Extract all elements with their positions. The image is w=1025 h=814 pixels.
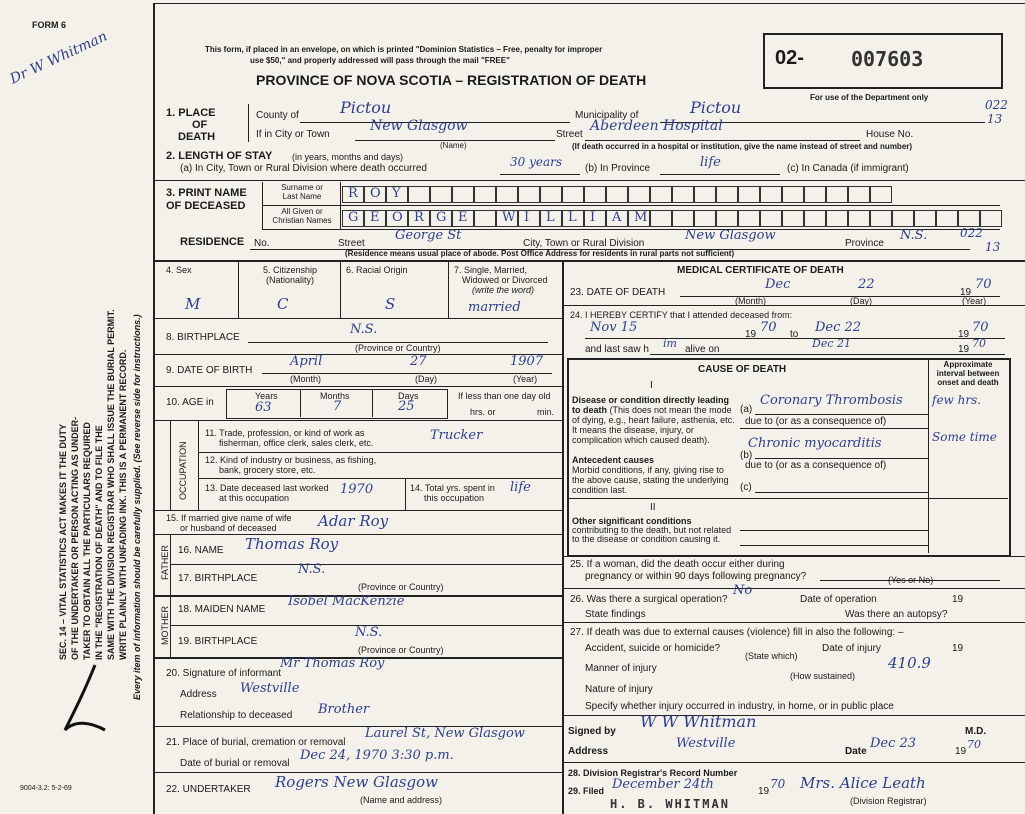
name-letter-cell: [760, 186, 782, 203]
age-years-label: Years: [255, 391, 278, 401]
name-letter-cell: [562, 210, 584, 227]
name-letter-cell: [716, 186, 738, 203]
mother-birthplace-value: N.S.: [355, 625, 383, 640]
mother-maiden-label: 18. MAIDEN NAME: [178, 604, 266, 615]
name-letter-cell: [540, 186, 562, 203]
page-title: PROVINCE OF NOVA SCOTIA – REGISTRATION OF DEATH: [256, 72, 647, 88]
municipality-value: Pictou: [690, 98, 742, 117]
dept-code-1: 022: [985, 98, 1008, 112]
birthplace-label: 8. BIRTHPLACE: [166, 332, 240, 343]
sex-value: M: [185, 295, 201, 313]
top-border: [153, 3, 1025, 4]
name-letter-cell: [782, 210, 804, 227]
attended-to-yr: 70: [972, 320, 989, 335]
dob-day: 27: [410, 354, 427, 369]
dept-code-4: 13: [985, 240, 1001, 254]
father-name-label: 16. NAME: [178, 545, 224, 556]
city-value: New Glasgow: [370, 118, 468, 134]
name-letter-cell: [342, 210, 364, 227]
name-letter-cell: [694, 210, 716, 227]
header-note-2: use $50," and properly addressed will pass through the mail "FREE": [250, 56, 510, 65]
father-label: FATHER: [160, 545, 170, 580]
operation-value: No: [733, 583, 753, 598]
mother-birthplace-label: 19. BIRTHPLACE: [178, 636, 258, 647]
alive-on-label: alive on: [685, 344, 720, 355]
name-letter-cell: [848, 210, 870, 227]
signed-yr: 70: [967, 738, 981, 751]
name-letter-cell: [474, 186, 496, 203]
residence-city-label: City, Town or Rural Division: [523, 238, 645, 249]
marital-value: married: [468, 300, 521, 315]
residence-street-label: Street: [338, 238, 365, 249]
attended-to-yr-prefix: 19: [958, 329, 970, 340]
name-letter-cell: [848, 186, 870, 203]
death-month-caption: (Month): [735, 296, 767, 306]
name-letter: Y: [392, 186, 401, 201]
racial-origin-value: S: [385, 295, 396, 313]
name-letter-cell: [826, 186, 848, 203]
surname-label: Surname or Last Name: [281, 183, 323, 201]
age-months-label: Months: [320, 391, 350, 401]
name-letter-cell: [958, 210, 980, 227]
residence-prov: N.S.: [900, 228, 928, 243]
place-of-death-label: 1. PLACE OF DEATH: [166, 107, 216, 143]
external-causes-label: 27. If death was due to external causes (violence) fill in also the following: –: [570, 627, 904, 638]
informant-address-label: Address: [180, 689, 217, 700]
age-hrs-label: hrs. or: [470, 407, 496, 417]
death-day-caption: (Day): [850, 296, 872, 306]
name-letter-cell: [386, 210, 408, 227]
name-letter: O: [370, 186, 381, 201]
specify-label: Specify whether injury occurred in industry, in home, or in public place: [585, 701, 894, 712]
residence-city: New Glasgow: [685, 228, 776, 243]
attended-to: Dec 22: [815, 320, 862, 335]
death-year-prefix: 19: [960, 287, 972, 298]
name-letter: R: [348, 186, 358, 201]
last-worked-label: 13. Date deceased last worked at this occupation: [205, 483, 329, 503]
undertaker-value: Rogers New Glasgow: [275, 773, 438, 791]
last-saw-label: and last saw h: [585, 344, 649, 355]
stay-a-value: 30 years: [510, 155, 563, 169]
stay-b-value: life: [700, 155, 721, 170]
name-letter-cell: [914, 210, 936, 227]
name-letter: G: [348, 210, 359, 225]
alive-yr-prefix: 19: [958, 344, 970, 355]
burial-label: 21. Place of burial, cremation or removal: [166, 737, 346, 748]
name-letter-cell: [584, 186, 606, 203]
name-letter-cell: [562, 186, 584, 203]
death-day: 22: [858, 277, 875, 292]
total-years-label: 14. Total yrs. spent in this occupation: [410, 483, 495, 503]
registration-prefix: 02-: [775, 47, 804, 69]
age-days-label: Days: [398, 391, 419, 401]
cause-a-interval: few hrs.: [932, 393, 982, 407]
alive-yr: 70: [972, 337, 986, 350]
dept-code-2: 13: [987, 112, 1003, 126]
spouse-label: 15. If married give name of wife or husband of deceased: [166, 513, 292, 533]
cause-b-interval: Some time: [932, 430, 997, 444]
citizenship-label: 5. Citizenship (Nationality): [262, 265, 318, 285]
length-of-stay-label: 2. LENGTH OF STAY: [166, 150, 273, 162]
form-label: FORM 6: [32, 20, 67, 30]
residence-label: RESIDENCE: [180, 236, 245, 248]
birthplace-caption: (Province or Country): [355, 343, 441, 353]
father-name-value: Thomas Roy: [245, 535, 339, 553]
name-letter-cell: [408, 186, 430, 203]
name-letter-cell: [782, 186, 804, 203]
form-number: 9004-3.2: 5-2-69: [20, 785, 72, 792]
birthplace-value: N.S.: [350, 322, 378, 337]
informant-address: Westville: [240, 681, 300, 696]
registrar-stamp: H. B. WHITMAN: [610, 797, 730, 811]
nature-label: Nature of injury: [585, 684, 653, 695]
other-conditions-note: contributing to the death, but not related to the disease or condition causing it.: [572, 525, 732, 544]
injury-date-label: Date of injury: [822, 643, 881, 654]
sidebar-instructions: Every item of information should be carefully supplied. (See reverse side for instructions.): [132, 314, 142, 700]
name-letter: A: [612, 210, 622, 225]
name-caption: (Name): [440, 141, 467, 150]
cause-c-label: (c): [740, 482, 752, 493]
mother-label: MOTHER: [160, 606, 170, 645]
attended-from-yr-prefix: 19: [745, 329, 757, 340]
operation-yr: 19: [952, 594, 964, 605]
total-years-value: life: [510, 480, 531, 495]
md-label: M.D.: [965, 726, 987, 737]
name-letter: I: [524, 210, 530, 225]
house-label: House No.: [866, 129, 914, 140]
name-letter-cell: [342, 186, 364, 203]
burial-date-value: Dec 24, 1970 3:30 p.m.: [300, 748, 454, 763]
relationship-label: Relationship to deceased: [180, 710, 293, 721]
left-border: [153, 3, 155, 814]
name-letter-cell: [760, 210, 782, 227]
name-letter-cell: [496, 186, 518, 203]
name-letter-cell: [408, 210, 430, 227]
alive-on-value: Dec 21: [812, 337, 851, 350]
informant-value: Mr Thomas Roy: [280, 656, 385, 671]
name-letter: G: [436, 210, 447, 225]
sidebar-line-4: IN THE "REGISTRATION OF DEATH" AND TO FILE THE: [94, 425, 104, 660]
spouse-value: Adar Roy: [318, 512, 389, 530]
name-letter-cell: [826, 210, 848, 227]
stay-c-label: (c) In Canada (if immigrant): [787, 163, 909, 174]
signed-address: Westville: [676, 736, 736, 751]
street-label: Street: [556, 129, 583, 140]
name-letter-cell: [452, 186, 474, 203]
sidebar-line-3: TAKER TO OBTAIN ALL THE PARTICULARS REQUIRED: [82, 422, 92, 660]
cause-b-label: (b): [740, 450, 753, 461]
name-letter-cell: [672, 186, 694, 203]
medical-certificate-title: MEDICAL CERTIFICATE OF DEATH: [677, 265, 844, 276]
interval-label: Approximate interval between onset and death: [936, 360, 1000, 387]
death-year-caption: (Year): [962, 296, 987, 306]
dept-code-3: 022: [960, 226, 983, 240]
attended-to-label: to: [790, 329, 799, 340]
name-letter-cell: [804, 186, 826, 203]
injury-yr: 19: [952, 643, 964, 654]
filed-label: 29. Filed: [568, 786, 605, 796]
hospital-note: (If death occurred in a hospital or institution, give the name instead of street and number): [572, 142, 913, 151]
name-letter-cell: [892, 210, 914, 227]
record-number-label: 28. Division Registrar's Record Number: [568, 768, 738, 778]
sex-label: 4. Sex: [166, 265, 192, 275]
city-label: If in City or Town: [256, 129, 330, 140]
name-letter-cell: [518, 186, 540, 203]
undertaker-caption: (Name and address): [360, 795, 443, 805]
name-letter-cell: [650, 186, 672, 203]
name-letter-cell: [496, 210, 518, 227]
filed-date: December 24th: [612, 777, 714, 792]
name-letter-cell: [386, 186, 408, 203]
accident-label: Accident, suicide or homicide?: [585, 643, 721, 654]
cause-b-value: Chronic myocarditis: [748, 436, 882, 451]
other-conditions-label: Other significant conditions: [572, 516, 692, 526]
occupation-label: OCCUPATION: [178, 441, 188, 500]
stay-b-label: (b) In Province: [585, 163, 651, 174]
name-letter-cell: [430, 186, 452, 203]
registration-number: 007603: [851, 47, 924, 71]
signature-mark: [55, 660, 115, 740]
name-letter: R: [414, 210, 424, 225]
part-one-label: I: [650, 380, 653, 391]
burial-value: Laurel St, New Glasgow: [365, 726, 525, 741]
industry-label: 12. Kind of industry or business, as fishing, bank, grocery store, etc.: [205, 455, 377, 475]
age-min-label: min.: [537, 407, 555, 417]
name-letter-cell: [518, 210, 540, 227]
last-worked-value: 1970: [340, 482, 374, 497]
filed-yr: 70: [770, 777, 786, 791]
antecedent-note: Morbid conditions, if any, giving rise to the above cause, stating the underlying condition last.: [572, 465, 729, 495]
header-note-1: This form, if placed in an envelope, on which is printed "Dominion Statistics – Free, penalty for improper: [205, 45, 603, 54]
age-years: 63: [255, 400, 272, 415]
sidebar-line-1: SEC. 14 – VITAL STATISTICS ACT MAKES IT THE DUTY: [58, 423, 68, 660]
racial-origin-label: 6. Racial Origin: [346, 265, 408, 275]
name-letter-cell: [650, 210, 672, 227]
death-month: Dec: [765, 277, 791, 292]
signed-date: Dec 23: [870, 736, 917, 751]
autopsy-label: Was there an autopsy?: [845, 609, 948, 620]
signed-date-label: Date: [845, 746, 867, 757]
age-label: 10. AGE in: [166, 397, 214, 408]
residence-note: (Residence means usual place of abode. Post Office Address for residents in rural parts not sufficient): [345, 249, 735, 258]
cause-a-value: Coronary Thrombosis: [760, 393, 903, 408]
signed-by-label: Signed by: [568, 726, 616, 737]
residence-no-label: No.: [254, 238, 270, 249]
age-days: 25: [398, 399, 415, 414]
dob-year-caption: (Year): [513, 374, 538, 384]
attended-from-yr: 70: [760, 320, 777, 335]
name-letter-cell: [364, 210, 386, 227]
name-letter-cell: [870, 210, 892, 227]
county-label: County of: [256, 110, 299, 121]
cause-title: CAUSE OF DEATH: [698, 364, 787, 375]
trade-value: Trucker: [430, 428, 483, 443]
yes-no-caption: (Yes or No): [888, 575, 934, 585]
antecedent-label: Antecedent causes: [572, 455, 655, 465]
name-letter: L: [546, 210, 555, 225]
signed-by-value: W W Whitman: [640, 712, 757, 731]
municipality-label: Municipality of: [575, 110, 639, 121]
name-letter-cell: [606, 210, 628, 227]
relationship-value: Brother: [318, 702, 370, 717]
cause-a-label: (a): [740, 404, 753, 415]
registration-number-box: [763, 33, 1003, 89]
registrar-caption: (Division Registrar): [850, 796, 927, 806]
trade-label: 11. Trade, profession, or kind of work as fisherman, office clerk, sales clerk, etc.: [205, 428, 374, 448]
date-of-death-label: 23. DATE OF DEATH: [570, 287, 666, 298]
given-label: All Given or Christian Names: [272, 207, 332, 225]
name-letter: O: [392, 210, 403, 225]
signed-yr-prefix: 19: [955, 746, 967, 757]
name-letter: E: [370, 210, 380, 225]
undertaker-label: 22. UNDERTAKER: [166, 784, 251, 795]
county-value: Pictou: [340, 98, 392, 117]
name-letter-cell: [628, 186, 650, 203]
registrar-signature: Mrs. Alice Leath: [800, 774, 926, 792]
manner-label: Manner of injury: [585, 663, 657, 674]
father-birthplace-caption: (Province or Country): [358, 582, 444, 592]
injury-code: 410.9: [888, 654, 931, 672]
signed-address-label: Address: [568, 746, 609, 757]
certify-label: 24. I HEREBY CERTIFY that I attended deceased from:: [570, 310, 793, 320]
marital-label: 7. Single, Married, Widowed or Divorced (write the word): [454, 265, 548, 295]
name-letter-cell: [738, 210, 760, 227]
length-sub: (in years, months and days): [292, 152, 404, 162]
sidebar-line-2: OF THE UNDERTAKER OR PERSON ACTING AS UNDER-: [70, 416, 80, 660]
department-use-label: For use of the Department only: [810, 93, 929, 102]
name-letter-cell: [584, 210, 606, 227]
name-letter-cell: [540, 210, 562, 227]
age-months: 7: [333, 399, 342, 414]
dob-label: 9. DATE OF BIRTH: [166, 365, 253, 376]
sidebar-line-5: SAME WITH THE DIVISION REGISTRAR WHO SHALL ISSUE THE BURIAL PERMIT.: [106, 309, 116, 660]
part-two-label: II: [650, 502, 656, 513]
name-letter-cell: [628, 210, 650, 227]
due-to-2: due to (or as a consequence of): [745, 460, 887, 471]
residence-street: George St: [395, 228, 462, 243]
dob-year: 1907: [510, 354, 544, 369]
name-letter-cell: [738, 186, 760, 203]
name-letter-cell: [672, 210, 694, 227]
name-letter: E: [458, 210, 468, 225]
name-letter: M: [634, 210, 648, 225]
stay-a-label: (a) In City, Town or Rural Division where death occurred: [180, 163, 427, 174]
state-which: (State which): [745, 651, 798, 661]
pregnancy-label: 25. If a woman, did the death occur either during: [570, 559, 785, 570]
age-less-label: If less than one day old: [458, 391, 551, 401]
due-to-1: due to (or as a consequence of): [745, 416, 887, 427]
name-letter-cell: [716, 210, 738, 227]
name-letter-cell: [694, 186, 716, 203]
name-letter-cell: [364, 186, 386, 203]
name-letter: L: [568, 210, 577, 225]
name-letter-cell: [430, 210, 452, 227]
name-letter-cell: [474, 210, 496, 227]
burial-date-label: Date of burial or removal: [180, 758, 290, 769]
margin-note: Dr W Whitman: [7, 28, 110, 88]
filed-yr-prefix: 19: [758, 786, 770, 797]
last-saw-value: im: [663, 337, 677, 350]
name-letter: I: [590, 210, 596, 225]
father-birthplace-value: N.S.: [298, 562, 326, 577]
mother-birthplace-caption: (Province or Country): [358, 645, 444, 655]
mother-maiden-value: Isobel MacKenzie: [288, 594, 405, 609]
informant-label: 20. Signature of informant: [166, 668, 282, 679]
name-letter-cell: [936, 210, 958, 227]
name-letter-cell: [870, 186, 892, 203]
pregnancy-label-2: pregnancy or within 90 days following pregnancy?: [585, 571, 807, 582]
residence-prov-label: Province: [845, 238, 884, 249]
print-name-label: 3. PRINT NAME OF DECEASED: [166, 187, 247, 212]
death-year: 70: [975, 277, 992, 292]
sidebar-line-6: WRITE PLAINLY WITH UNFADING INK. THIS IS A PERMANENT RECORD.: [118, 349, 128, 660]
name-letter-cell: [980, 210, 1002, 227]
operation-date-label: Date of operation: [800, 594, 877, 605]
operation-label: 26. Was there a surgical operation?: [570, 594, 728, 605]
findings-label: State findings: [585, 609, 646, 620]
attended-from: Nov 15: [590, 320, 638, 335]
name-letter-cell: [606, 186, 628, 203]
direct-cause-label: Disease or condition directly leading to death (This does not mean the mode of dying, e.g., heart failure, asthenia, etc. It means the disease, injury, or complication which caused death).: [572, 395, 735, 445]
dob-month: April: [290, 354, 323, 369]
dob-day-caption: (Day): [415, 374, 437, 384]
father-birthplace-label: 17. BIRTHPLACE: [178, 573, 258, 584]
citizenship-value: C: [277, 295, 289, 313]
dob-month-caption: (Month): [290, 374, 322, 384]
name-letter: W: [502, 210, 516, 225]
how-sustained: (How sustained): [790, 671, 856, 681]
name-letter-cell: [452, 210, 474, 227]
name-letter-cell: [804, 210, 826, 227]
street-value: Aberdeen Hospital: [590, 118, 723, 134]
